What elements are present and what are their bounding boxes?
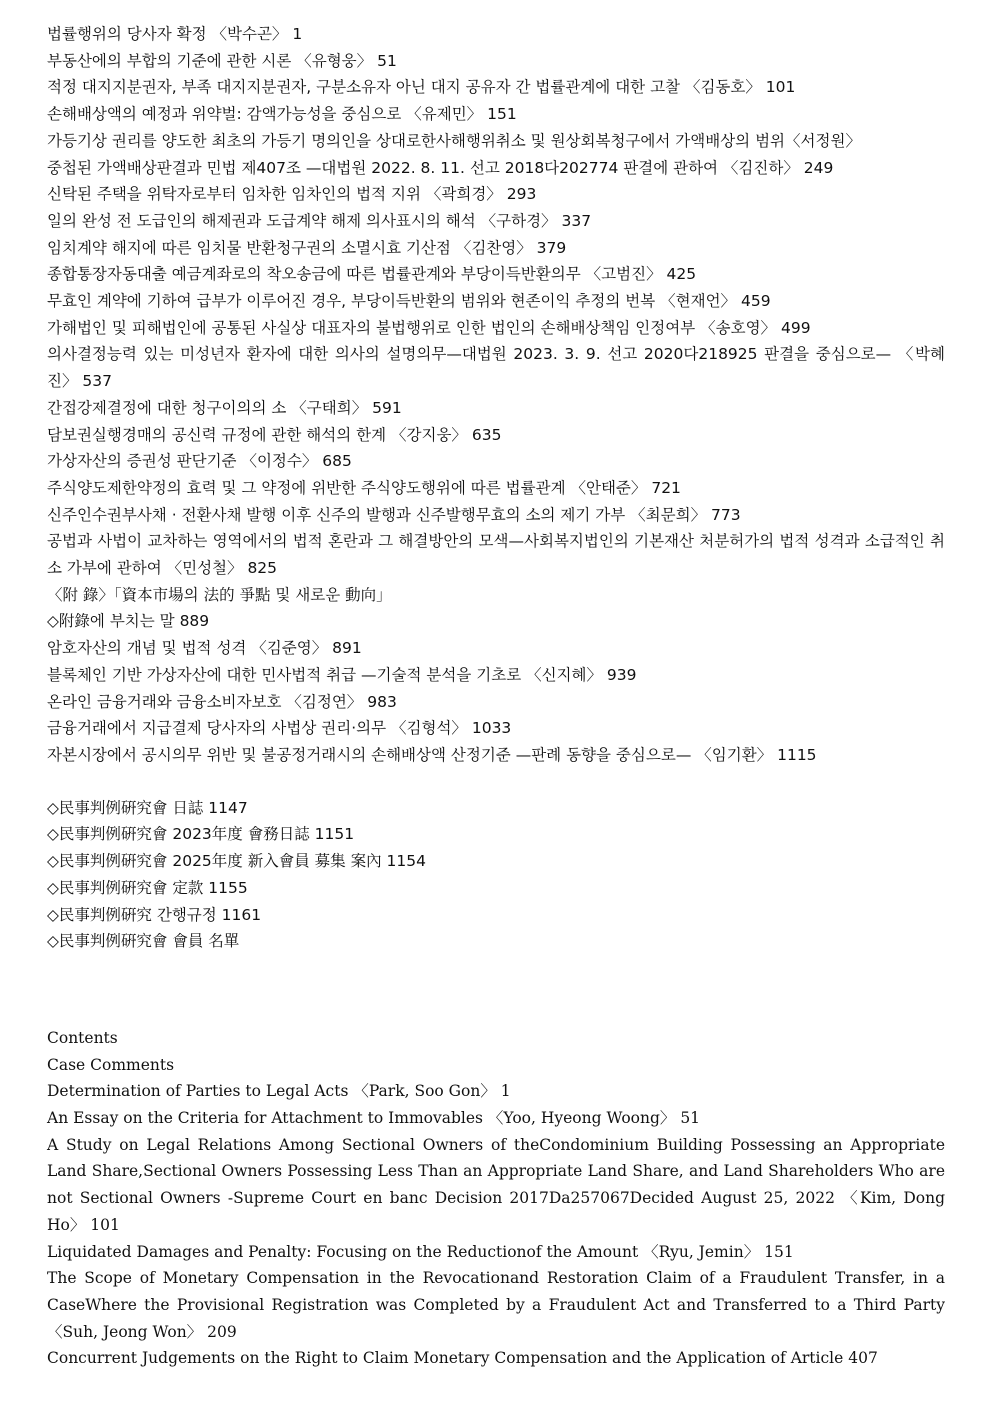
toc-entry: Determination of Parties to Legal Acts 〈Park, Soo Gon〉 1 bbox=[47, 1082, 511, 1101]
toc-entry: 담보권실행경매의 공신력 규정에 관한 해석의 한계 〈강지웅〉 635 bbox=[47, 425, 502, 444]
toc-entry: A Study on Legal Relations Among Sectional Owners of theCondominium Building Possessing an Appropriate Land Share,Sectional Owners Possessing Less Than an Appropriate Land Share, and Land Shareholders Who are not Sectional Owners -Supreme Court en banc Decision 2017Da257067Decided August 25, 2022 〈Kim, Dong Ho〉 101 bbox=[47, 1135, 945, 1234]
section-heading: Case Comments bbox=[47, 1055, 175, 1074]
toc-entry: 적정 대지지분권자, 부족 대지지분권자, 구분소유자 아닌 대지 공유자 간 법률관계에 대한 고찰 〈김동호〉 101 bbox=[47, 78, 796, 97]
toc-entry: 법률행위의 당사자 확정 〈박수곤〉 1 bbox=[47, 25, 303, 43]
toc-entry: 무효인 계약에 기하여 급부가 이루어진 경우, 부당이득반환의 범위와 현존이익 추정의 번복 〈현재언〉 459 bbox=[47, 292, 771, 311]
appendix-heading: 〈附 錄〉「資本市場의 法的 爭點 및 새로운 動向」 bbox=[47, 585, 392, 604]
english-toc bbox=[47, 1025, 945, 1372]
document-page bbox=[47, 21, 945, 1372]
toc-entry: 신탁된 주택을 위탁자로부터 임차한 임차인의 법적 지위 〈곽희경〉 293 bbox=[47, 185, 537, 204]
appendix-entry: ◇民事判例硏究 간행규정 1161 bbox=[47, 905, 262, 924]
toc-entry: 주식양도제한약정의 효력 및 그 약정에 위반한 주식양도행위에 따른 법률관계 〈안태준〉 721 bbox=[47, 478, 681, 497]
appendix-entry: ◇民事判例硏究會 2025年度 新入會員 募集 案內 1154 bbox=[47, 852, 426, 871]
korean-toc bbox=[47, 21, 945, 769]
toc-entry: 가상자산의 증권성 판단기준 〈이정수〉 685 bbox=[47, 452, 352, 471]
appendix-entry: ◇民事判例硏究會 會員 名單 bbox=[47, 932, 240, 951]
toc-entry: 간접강제결정에 대한 청구이의의 소 〈구태희〉 591 bbox=[47, 398, 402, 417]
toc-entry: 가해법인 및 피해법인에 공통된 사실상 대표자의 불법행위로 인한 법인의 손해배상책임 인정여부 〈송호영〉 499 bbox=[47, 318, 811, 337]
toc-entry: 온라인 금융거래와 금융소비자보호 〈김정연〉 983 bbox=[47, 692, 397, 711]
toc-entry: Liquidated Damages and Penalty: Focusing on the Reductionof the Amount 〈Ryu, Jemin〉 151 bbox=[47, 1242, 794, 1261]
appendix-entry: ◇民事判例硏究會 日誌 1147 bbox=[47, 798, 248, 817]
toc-entry: Concurrent Judgements on the Right to Claim Monetary Compensation and the Application of Article 407 bbox=[47, 1349, 878, 1368]
toc-entry: An Essay on the Criteria for Attachment to Immovables 〈Yoo, Hyeong Woong〉 51 bbox=[47, 1109, 701, 1128]
appendix-entry: ◇民事判例硏究會 定款 1155 bbox=[47, 878, 248, 897]
toc-entry: 부동산에의 부합의 기준에 관한 시론 〈유형웅〉 51 bbox=[47, 51, 397, 70]
toc-entry: 임치계약 해지에 따른 임치물 반환청구권의 소멸시효 기산점 〈김찬영〉 379 bbox=[47, 238, 567, 257]
toc-entry: 자본시장에서 공시의무 위반 및 불공정거래시의 손해배상액 산정기준 —판례 동향을 중심으로— 〈임기환〉 1115 bbox=[47, 745, 817, 764]
toc-entry: 신주인수권부사채 · 전환사채 발행 이후 신주의 발행과 신주발행무효의 소의 제기 가부 〈최문희〉 773 bbox=[47, 505, 741, 524]
toc-entry: 암호자산의 개념 및 법적 성격 〈김준영〉 891 bbox=[47, 639, 362, 658]
toc-entry: 공법과 사법이 교차하는 영역에서의 법적 혼란과 그 해결방안의 모색—사회복지법인의 기본재산 처분허가의 법적 성격과 소급적인 취소 가부에 관하여 〈민성철〉 825 bbox=[47, 532, 945, 578]
toc-entry: 중첩된 가액배상판결과 민법 제407조 —대법원 2022. 8. 11. 선고 2018다202774 판결에 관하여 〈김진하〉 249 bbox=[47, 158, 834, 177]
spacer bbox=[47, 955, 945, 1025]
toc-entry: 손해배상액의 예정과 위약벌: 감액가능성을 중심으로 〈유제민〉 151 bbox=[47, 105, 517, 124]
toc-entry: 의사결정능력 있는 미성년자 환자에 대한 의사의 설명의무—대법원 2023. 3. 9. 선고 2020다218925 판결을 중심으로— 〈박혜진〉 537 bbox=[47, 345, 945, 391]
toc-entry: 블록체인 기반 가상자산에 대한 민사법적 취급 —기술적 분석을 기초로 〈신지혜〉 939 bbox=[47, 665, 637, 684]
toc-entry: ◇附錄에 부치는 말 889 bbox=[47, 612, 210, 631]
toc-entry: 일의 완성 전 도급인의 해제권과 도급계약 해제 의사표시의 해석 〈구하경〉 337 bbox=[47, 211, 592, 230]
society-appendix-list bbox=[47, 795, 945, 955]
contents-heading: Contents bbox=[47, 1028, 118, 1047]
toc-entry: 종합통장자동대출 예금계좌로의 착오송금에 따른 법률관계와 부당이득반환의무 〈고범진〉 425 bbox=[47, 265, 697, 284]
toc-entry: The Scope of Monetary Compensation in the Revocationand Restoration Claim of a Fraudulent Transfer, in a CaseWhere the Provisional Registration was Completed by a Fraudulent Act and Transferred to a Third Party 〈Suh, Jeong Won〉 209 bbox=[47, 1269, 945, 1341]
spacer bbox=[47, 769, 945, 795]
toc-entry: 금융거래에서 지급결제 당사자의 사법상 권리·의무 〈김형석〉 1033 bbox=[47, 719, 512, 738]
toc-entry: 가등기상 권리를 양도한 최초의 가등기 명의인을 상대로한사해행위취소 및 원상회복청구에서 가액배상의 범위〈서정원〉 bbox=[47, 131, 861, 150]
appendix-entry: ◇民事判例硏究會 2023年度 會務日誌 1151 bbox=[47, 825, 355, 844]
